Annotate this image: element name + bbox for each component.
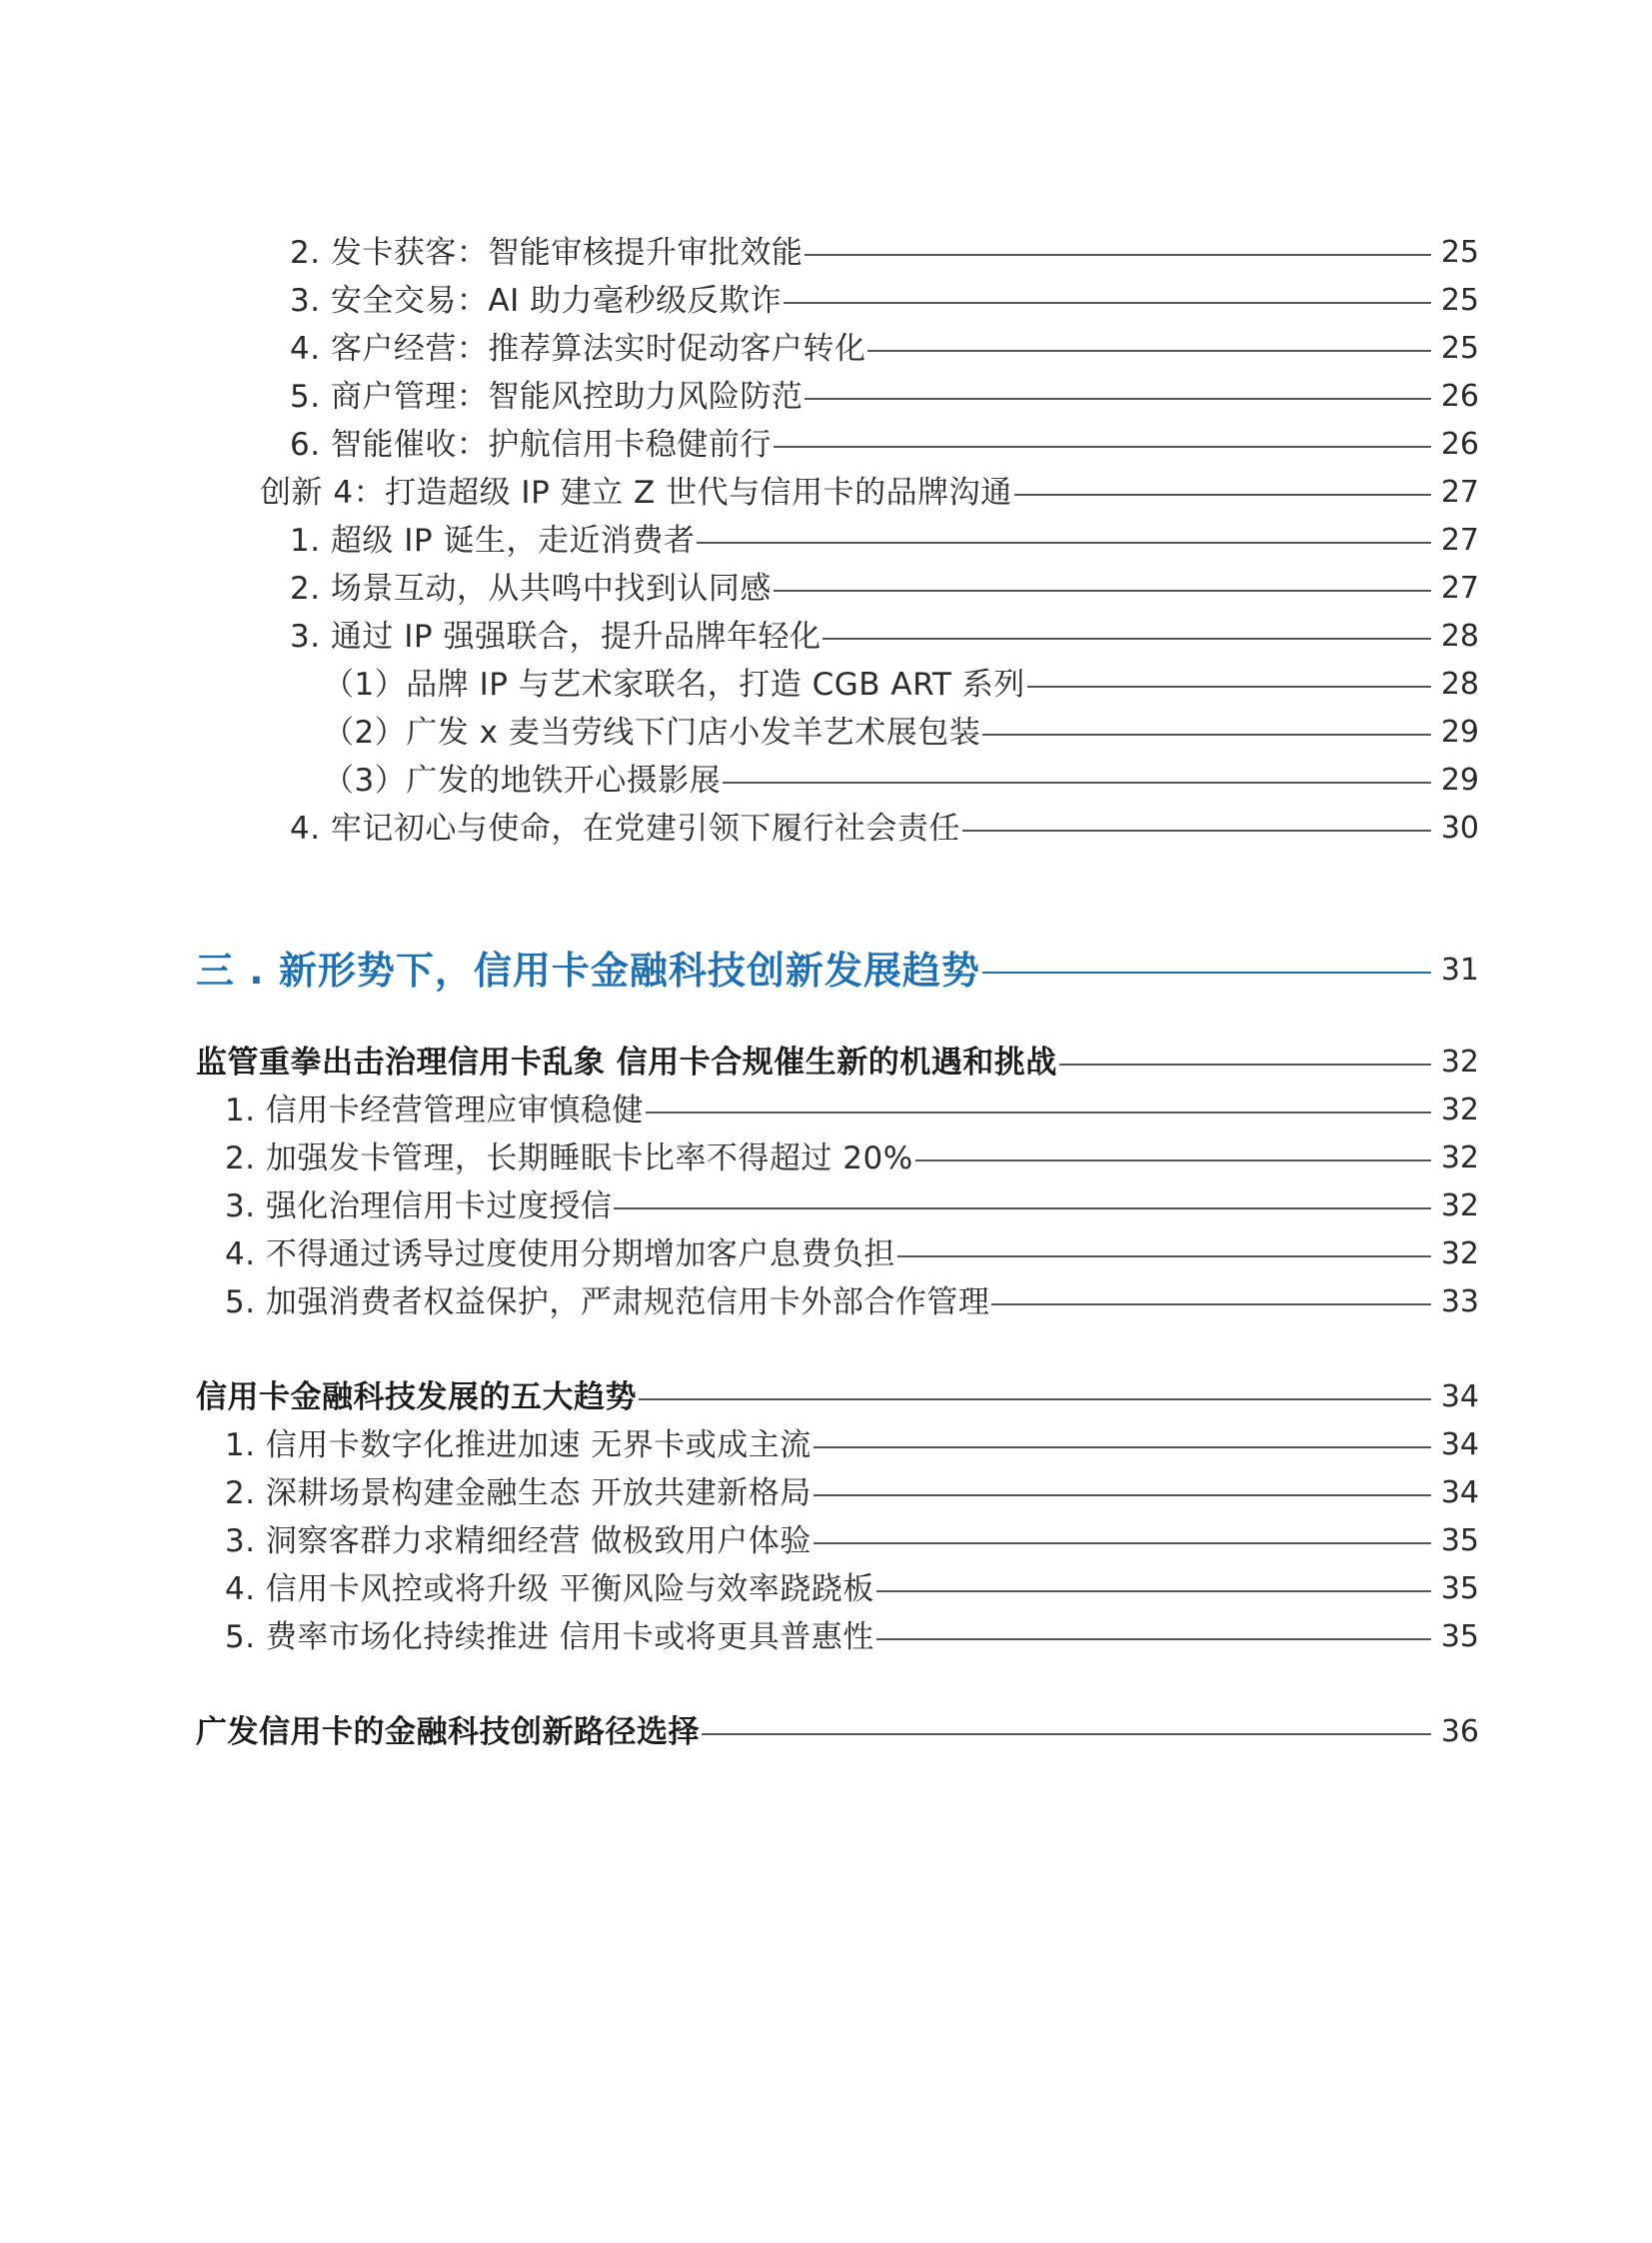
- toc-page-number: 26: [1440, 379, 1479, 414]
- toc-entry-title: 4. 牢记初心与使命，在党建引领下履行社会责任: [290, 811, 960, 847]
- dot-leader: [805, 254, 1431, 256]
- toc-page-number: 34: [1440, 1379, 1479, 1414]
- dot-leader: [1027, 686, 1431, 688]
- toc-page-number: 35: [1440, 1523, 1479, 1558]
- toc-page-number: 30: [1440, 811, 1479, 846]
- toc-entry-title: （1）品牌 IP 与艺术家联名，打造 CGB ART 系列: [323, 667, 1025, 703]
- toc-page-number: 35: [1440, 1571, 1479, 1606]
- toc-entry-title: 1. 超级 IP 诞生，走近消费者: [290, 523, 696, 559]
- toc-page-number: 33: [1440, 1284, 1479, 1319]
- dot-leader: [614, 1207, 1431, 1209]
- toc-entry-title: 创新 4：打造超级 IP 建立 Z 世代与信用卡的品牌沟通: [260, 475, 1012, 511]
- toc-entry[interactable]: [260, 470, 1479, 516]
- toc-entry[interactable]: [225, 1470, 1479, 1516]
- toc-entry-title: 5. 加强消费者权益保护，严肃规范信用卡外部合作管理: [225, 1284, 990, 1320]
- toc-entry[interactable]: [323, 662, 1479, 708]
- toc-entry-title: 4. 客户经营：推荐算法实时促动客户转化: [290, 331, 866, 367]
- toc-entry[interactable]: [323, 710, 1479, 756]
- toc-page-number: 26: [1440, 427, 1479, 462]
- dot-leader: [982, 734, 1431, 736]
- toc-page-number: 34: [1440, 1427, 1479, 1462]
- dot-leader: [805, 398, 1431, 400]
- dot-leader: [814, 1446, 1431, 1448]
- toc-entry[interactable]: [290, 422, 1479, 468]
- toc-entry-title: 3. 通过 IP 强强联合，提升品牌年轻化: [290, 619, 822, 655]
- toc-entry-title: 6. 智能催收：护航信用卡稳健前行: [290, 427, 772, 463]
- toc-page-number: 36: [1440, 1714, 1479, 1749]
- dot-leader: [897, 1255, 1431, 1257]
- dot-leader: [876, 1638, 1431, 1640]
- dot-leader: [1014, 494, 1431, 496]
- toc-page-number: 25: [1440, 283, 1479, 318]
- toc-page-number: 28: [1440, 667, 1479, 702]
- dot-leader: [1059, 1064, 1431, 1066]
- toc-entry[interactable]: [290, 566, 1479, 612]
- toc-entry[interactable]: [290, 518, 1479, 564]
- toc-chapter-heading[interactable]: [196, 945, 1479, 997]
- toc-entry[interactable]: [290, 374, 1479, 420]
- toc-entry-title: 2. 发卡获客：智能审核提升审批效能: [290, 235, 804, 271]
- toc-page-number: 32: [1440, 1140, 1479, 1175]
- toc-entry[interactable]: [290, 278, 1479, 324]
- dot-leader: [962, 830, 1431, 832]
- dot-leader: [784, 302, 1431, 304]
- toc-section-title: 监管重拳出击治理信用卡乱象 信用卡合规催生新的机遇和挑战: [196, 1045, 1057, 1081]
- toc-entry[interactable]: [225, 1088, 1479, 1133]
- toc-page-number: 31: [1440, 953, 1479, 988]
- toc-page-number: 25: [1440, 331, 1479, 366]
- dot-leader: [774, 446, 1431, 448]
- toc-page-number: 32: [1440, 1236, 1479, 1271]
- toc-section-heading[interactable]: [196, 1040, 1479, 1086]
- toc-entry[interactable]: [290, 806, 1479, 852]
- toc-entry-title: 4. 信用卡风控或将升级 平衡风险与效率跷跷板: [225, 1571, 874, 1607]
- toc-page-number: 32: [1440, 1045, 1479, 1080]
- toc-section-heading[interactable]: [196, 1374, 1479, 1420]
- toc-entry-title: 1. 信用卡经营管理应审慎稳健: [225, 1093, 644, 1128]
- dot-leader: [876, 1590, 1431, 1592]
- toc-entry[interactable]: [290, 614, 1479, 660]
- toc-page-number: 29: [1440, 763, 1479, 798]
- dot-leader: [915, 1159, 1431, 1161]
- toc-entry[interactable]: [290, 326, 1479, 372]
- toc-page-number: 32: [1440, 1188, 1479, 1223]
- toc-page-number: 34: [1440, 1475, 1479, 1510]
- toc-chapter-title: 三 . 新形势下，信用卡金融科技创新发展趋势: [196, 949, 980, 993]
- toc-entry[interactable]: [225, 1518, 1479, 1564]
- toc-entry-title: （3）广发的地铁开心摄影展: [323, 763, 722, 799]
- toc-page-number: 25: [1440, 235, 1479, 270]
- dot-leader: [639, 1398, 1431, 1400]
- dot-leader: [774, 590, 1431, 592]
- toc-entry[interactable]: [225, 1183, 1479, 1229]
- toc-entry-title: 1. 信用卡数字化推进加速 无界卡或成主流: [225, 1427, 812, 1463]
- toc-entry[interactable]: [225, 1566, 1479, 1612]
- toc-page-number: 27: [1440, 475, 1479, 510]
- toc-entry[interactable]: [290, 230, 1479, 276]
- toc-section-title: 广发信用卡的金融科技创新路径选择: [196, 1714, 700, 1750]
- toc-section-title: 信用卡金融科技发展的五大趋势: [196, 1379, 637, 1415]
- toc-page-number: 27: [1440, 571, 1479, 606]
- toc-entry-title: 3. 强化治理信用卡过度授信: [225, 1188, 613, 1224]
- toc-entry[interactable]: [225, 1422, 1479, 1468]
- dot-leader: [867, 350, 1431, 352]
- toc-page-number: 28: [1440, 619, 1479, 654]
- toc-entry-title: 5. 商户管理：智能风控助力风险防范: [290, 379, 804, 415]
- toc-entry[interactable]: [225, 1231, 1479, 1277]
- toc-page-number: 27: [1440, 523, 1479, 558]
- dot-leader: [823, 638, 1431, 640]
- toc-entry-title: 2. 场景互动，从共鸣中找到认同感: [290, 571, 772, 607]
- dot-leader: [814, 1494, 1431, 1496]
- toc-page-number: 32: [1440, 1093, 1479, 1127]
- toc-entry-title: （2）广发 x 麦当劳线下门店小发羊艺术展包装: [323, 715, 981, 751]
- toc-entry[interactable]: [225, 1135, 1479, 1181]
- toc-section-heading[interactable]: [196, 1709, 1479, 1755]
- toc-entry-title: 5. 费率市场化持续推进 信用卡或将更具普惠性: [225, 1619, 874, 1655]
- toc-page-number: 35: [1440, 1619, 1479, 1654]
- toc-entry-title: 2. 深耕场景构建金融生态 开放共建新格局: [225, 1475, 812, 1511]
- toc-entry-title: 4. 不得通过诱导过度使用分期增加客户息费负担: [225, 1236, 895, 1272]
- dot-leader: [723, 782, 1431, 784]
- dot-leader: [646, 1112, 1431, 1114]
- dot-leader: [702, 1733, 1431, 1735]
- dot-leader: [814, 1542, 1431, 1544]
- toc-entry-title: 3. 洞察客群力求精细经营 做极致用户体验: [225, 1523, 812, 1559]
- toc-entry[interactable]: [323, 758, 1479, 804]
- dot-leader: [697, 542, 1431, 544]
- toc-entry-title: 2. 加强发卡管理，长期睡眠卡比率不得超过 20%: [225, 1140, 913, 1176]
- chapter-leader-line: [982, 972, 1431, 974]
- toc-entry[interactable]: [225, 1614, 1479, 1660]
- toc-page-number: 29: [1440, 715, 1479, 750]
- toc-entry-title: 3. 安全交易：AI 助力毫秒级反欺诈: [290, 283, 783, 319]
- toc-entry[interactable]: [225, 1279, 1479, 1325]
- dot-leader: [991, 1303, 1431, 1305]
